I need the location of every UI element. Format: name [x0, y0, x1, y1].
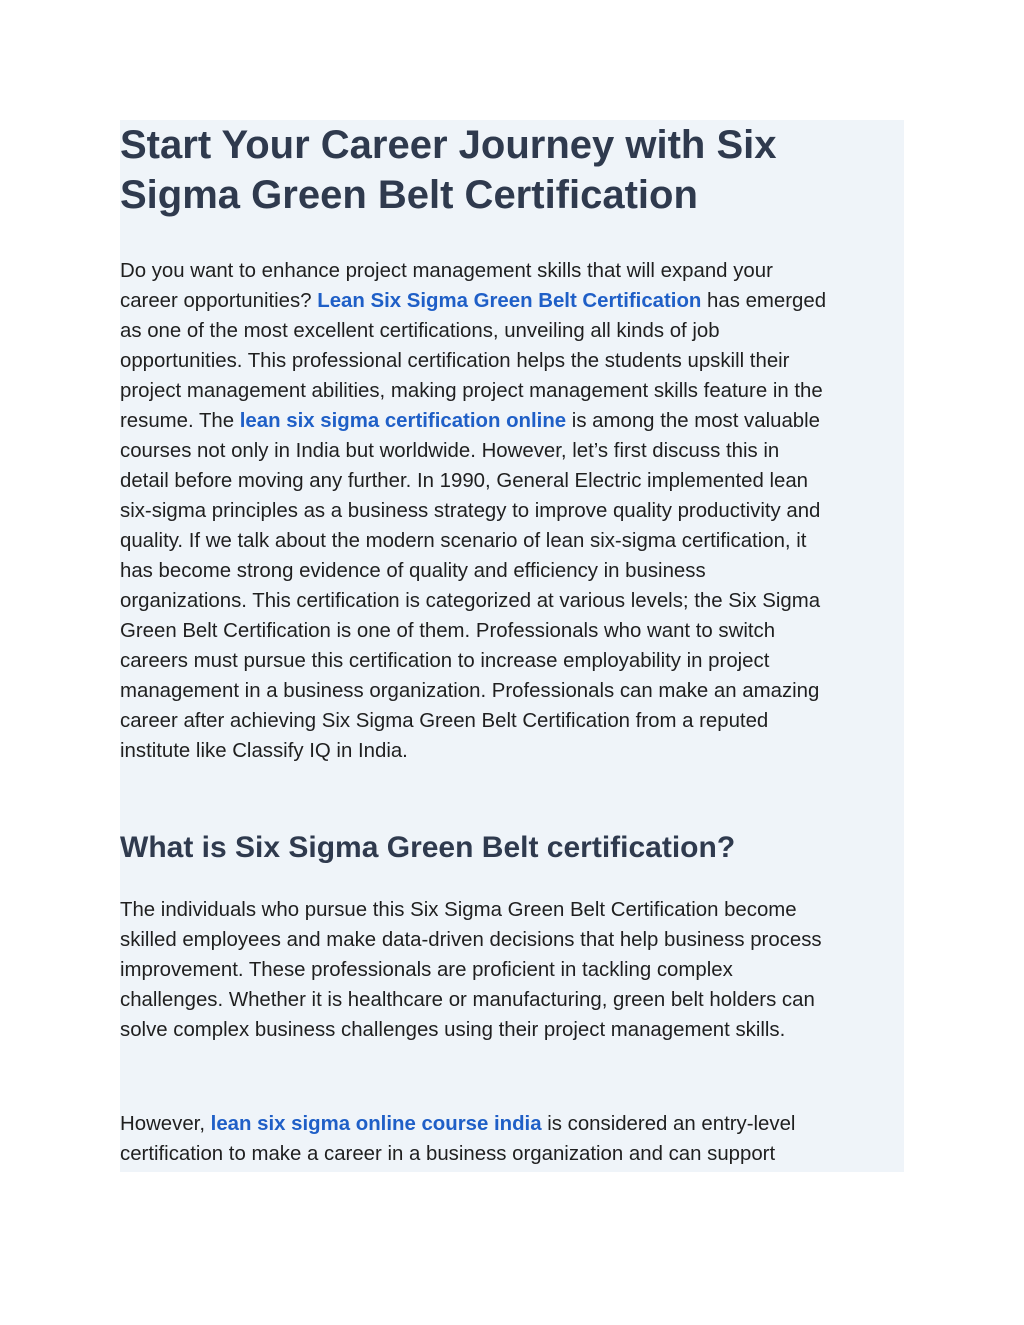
intro-line: detail before moving any further. In 1990, General Electric implemented lean: [120, 470, 809, 492]
page-title-line-1: Start Your Career Journey with Six: [120, 123, 777, 167]
intro-line: organizations. This certification is categorized at various levels; the Six Sigma: [120, 590, 821, 612]
section-line: improvement. These professionals are proficient in tackling complex: [120, 959, 733, 981]
section-line: challenges. Whether it is healthcare or manufacturing, green belt holders can: [120, 989, 815, 1011]
section-line: solve complex business challenges using their project management skills.: [120, 1019, 786, 1041]
intro-line: [120, 286, 826, 316]
intro-paragraph: [120, 256, 826, 766]
section-heading: What is Six Sigma Green Belt certification?: [120, 831, 736, 864]
closing-line: [120, 1109, 795, 1139]
intro-text: resume. The: [120, 410, 240, 432]
intro-text: is among the most valuable: [566, 410, 821, 432]
article-panel: [120, 120, 904, 1172]
intro-line: management in a business organization. Professionals can make an amazing: [120, 680, 820, 702]
section-paragraph: [120, 895, 822, 1045]
intro-line: Green Belt Certification is one of them. Professionals who want to switch: [120, 620, 776, 642]
section-line: skilled employees and make data-driven decisions that help business process: [120, 929, 822, 951]
intro-text: career opportunities?: [120, 290, 318, 312]
intro-line: [120, 406, 826, 436]
intro-line: quality. If we talk about the modern scenario of lean six-sigma certification, it: [120, 530, 807, 552]
intro-line: opportunities. This professional certification helps the students upskill their: [120, 350, 790, 372]
intro-line: courses not only in India but worldwide. However, let’s first discuss this in: [120, 440, 780, 462]
section-line: The individuals who pursue this Six Sigma Green Belt Certification become: [120, 899, 797, 921]
intro-line: Do you want to enhance project management skills that will expand your: [120, 260, 773, 282]
intro-line: as one of the most excellent certifications, unveiling all kinds of job: [120, 320, 720, 342]
page-title-line-2: Sigma Green Belt Certification: [120, 173, 698, 217]
intro-line: career after achieving Six Sigma Green Belt Certification from a reputed: [120, 710, 769, 732]
intro-line: institute like Classify IQ in India.: [120, 740, 408, 762]
intro-line: has become strong evidence of quality and efficiency in business: [120, 560, 706, 582]
closing-line: certification to make a career in a business organization and can support: [120, 1143, 776, 1165]
intro-line: six-sigma principles as a business strategy to improve quality productivity and: [120, 500, 821, 522]
intro-text: has emerged: [701, 290, 827, 312]
closing-text: is considered an entry-level: [541, 1113, 796, 1135]
intro-line: careers must pursue this certification to increase employability in project: [120, 650, 770, 672]
intro-line: project management abilities, making project management skills feature in the: [120, 380, 823, 402]
certification-online-link[interactable]: lean six sigma certification online: [239, 410, 567, 432]
online-course-india-link[interactable]: lean six sigma online course india: [210, 1113, 542, 1135]
page-title: [120, 120, 777, 220]
lean-six-sigma-green-belt-link[interactable]: Lean Six Sigma Green Belt Certification: [317, 290, 702, 312]
closing-text: However,: [120, 1113, 211, 1135]
closing-paragraph: [120, 1109, 795, 1169]
